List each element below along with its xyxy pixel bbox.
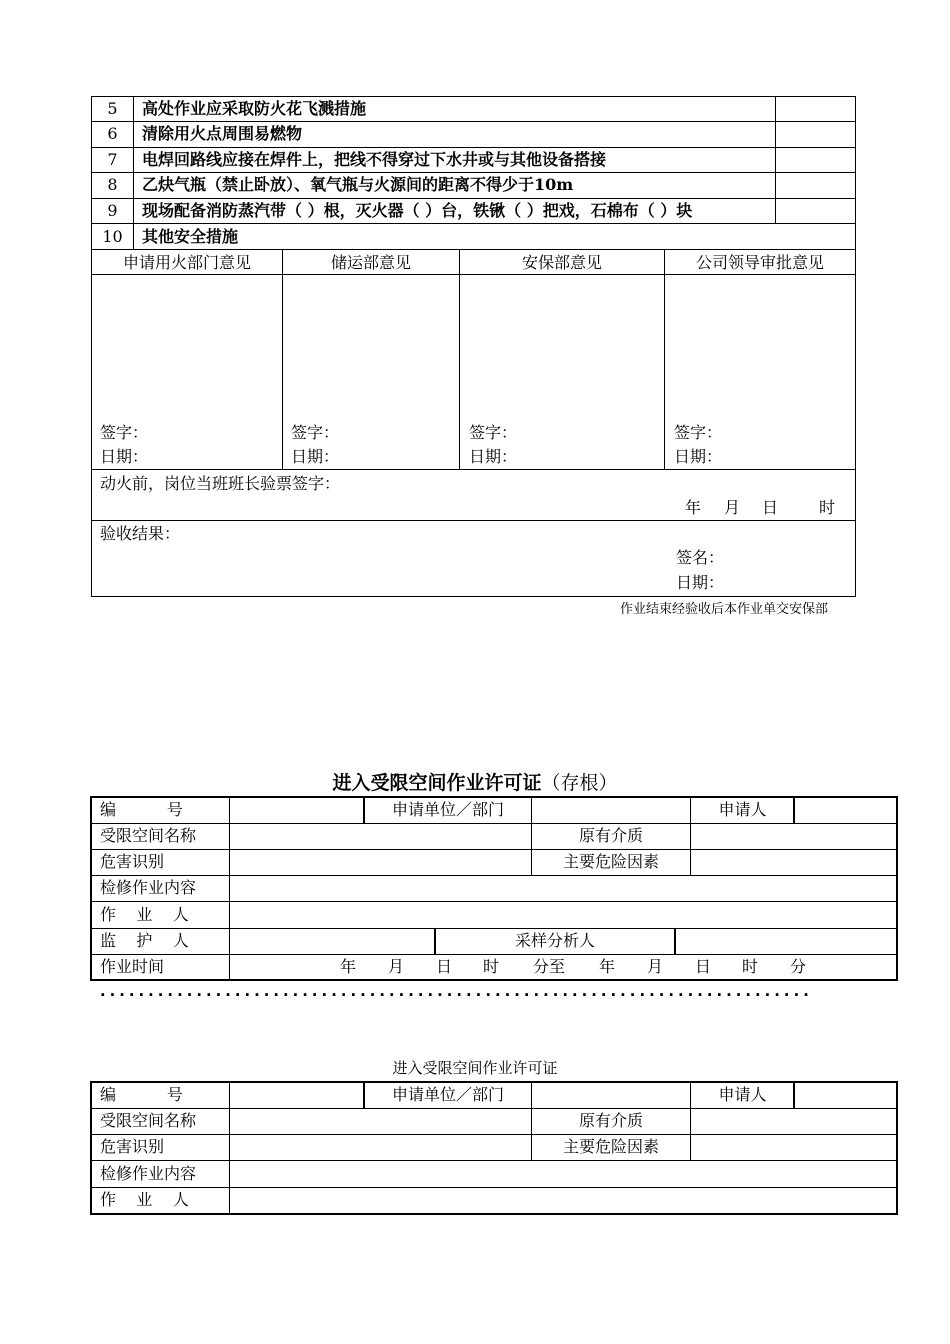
date-label: 日期： xyxy=(674,447,723,466)
row-line xyxy=(90,1108,898,1109)
label-space-name: 受限空间名称 xyxy=(100,826,197,845)
footnote: 作业结束经验收后本作业单交安保部 xyxy=(620,602,829,617)
row-line xyxy=(90,849,898,850)
row-line xyxy=(90,875,898,876)
label-guardian: 监 护 人 xyxy=(100,931,189,950)
row-line xyxy=(91,469,856,470)
row-no: 7 xyxy=(107,150,118,169)
label-work-time: 作业时间 xyxy=(100,957,165,976)
label-applicant: 申请人 xyxy=(718,1085,767,1104)
pre-fire-day: 日 xyxy=(762,498,779,517)
col-line xyxy=(775,96,776,223)
col-line xyxy=(229,1081,230,1215)
row-line xyxy=(91,520,856,521)
row-line xyxy=(90,1081,898,1083)
table-border-right xyxy=(855,96,856,596)
row-line xyxy=(91,223,856,224)
col-line xyxy=(690,796,691,875)
row-line xyxy=(90,1160,898,1161)
date-label: 日期： xyxy=(291,447,340,466)
sign-label: 签字： xyxy=(100,423,149,442)
sign-label: 签字： xyxy=(469,423,518,442)
label-hazard-id: 危害识别 xyxy=(100,1137,165,1156)
row-text: 现场配备消防蒸汽带（ ）根，灭火器（ ）台，铁锹（ ）把戏，石棉布（ ）块 xyxy=(142,201,693,220)
col-line xyxy=(793,796,795,823)
table-border-left xyxy=(90,1081,92,1215)
label-number: 编 号 xyxy=(100,800,183,819)
time-part: 年 xyxy=(340,957,357,976)
row-line xyxy=(90,979,898,981)
row-no: 10 xyxy=(102,227,123,246)
row-line xyxy=(90,823,898,824)
label-applicant-unit: 申请单位／部门 xyxy=(391,1085,504,1104)
table-border-right xyxy=(896,796,898,981)
time-part: 分 xyxy=(790,957,807,976)
table-border-left xyxy=(91,96,92,596)
pre-fire-label: 动火前，岗位当班班长验票签字： xyxy=(100,474,341,493)
time-part: 年 xyxy=(599,957,616,976)
time-part: 分至 xyxy=(533,957,566,976)
label-applicant: 申请人 xyxy=(718,800,767,819)
opinion-header: 申请用火部门意见 xyxy=(122,253,251,272)
row-line xyxy=(91,147,856,148)
date-label: 日期： xyxy=(469,447,518,466)
row-line xyxy=(91,596,856,597)
label-worker: 作 业 人 xyxy=(100,1190,189,1209)
label-work-content: 检修作业内容 xyxy=(100,878,197,897)
row-text: 其他安全措施 xyxy=(142,227,239,246)
row-no: 9 xyxy=(107,201,118,220)
row-line xyxy=(91,249,856,250)
time-part: 日 xyxy=(695,957,712,976)
acceptance-date: 日期： xyxy=(676,573,725,592)
label-hazard-id: 危害识别 xyxy=(100,852,165,871)
row-no: 8 xyxy=(107,175,118,194)
row-line xyxy=(91,274,856,275)
time-part: 月 xyxy=(647,957,664,976)
label-main-risk: 主要危险因素 xyxy=(562,852,659,871)
col-line xyxy=(664,249,665,469)
row-line xyxy=(90,901,898,902)
row-line xyxy=(91,198,856,199)
opinion-header: 公司领导审批意见 xyxy=(695,253,824,272)
label-main-risk: 主要危险因素 xyxy=(562,1137,659,1156)
opinion-header: 储运部意见 xyxy=(330,253,411,272)
row-line xyxy=(90,928,898,929)
table-border-left xyxy=(90,796,92,981)
pre-fire-year: 年 xyxy=(685,498,702,517)
col-line xyxy=(282,249,283,469)
row-line xyxy=(90,796,898,798)
acceptance-label: 验收结果： xyxy=(100,524,181,543)
col-line xyxy=(229,796,230,981)
time-part: 月 xyxy=(388,957,405,976)
label-worker: 作 业 人 xyxy=(100,905,189,924)
row-no: 5 xyxy=(107,99,118,118)
date-label: 日期： xyxy=(100,447,149,466)
time-part: 时 xyxy=(483,957,500,976)
time-part: 时 xyxy=(742,957,759,976)
label-sampler: 采样分析人 xyxy=(514,931,595,950)
row-text: 电焊回路线应接在焊件上，把线不得穿过下水井或与其他设备搭接 xyxy=(142,150,607,169)
col-line xyxy=(690,1081,691,1160)
row-line xyxy=(91,96,856,97)
sign-label: 签字： xyxy=(674,423,723,442)
row-line xyxy=(91,172,856,173)
stub-title xyxy=(0,770,950,796)
label-original-medium: 原有介质 xyxy=(578,826,643,845)
col-line xyxy=(674,928,676,954)
pre-fire-hour: 时 xyxy=(819,498,836,517)
stub-title-suffix: （存根） xyxy=(541,772,618,794)
row-line xyxy=(91,121,856,122)
stub-title-main: 进入受限空间作业许可证 xyxy=(332,772,542,794)
table-border-right xyxy=(896,1081,898,1215)
row-line xyxy=(90,1187,898,1188)
opinion-header: 安保部意见 xyxy=(521,253,602,272)
row-text: 乙炔气瓶（禁止卧放）、氧气瓶与火源间的距离不得少于10m xyxy=(142,175,574,194)
pre-fire-month: 月 xyxy=(724,498,741,517)
permit-title: 进入受限空间作业许可证 xyxy=(392,1059,558,1077)
acceptance-sign: 签名： xyxy=(676,548,725,567)
label-space-name: 受限空间名称 xyxy=(100,1111,197,1130)
label-work-content: 检修作业内容 xyxy=(100,1164,197,1183)
label-original-medium: 原有介质 xyxy=(578,1111,643,1130)
dotted-separator: ·········································································· xyxy=(98,985,811,1004)
row-line xyxy=(90,1134,898,1135)
row-no: 6 xyxy=(107,124,118,143)
col-line xyxy=(459,249,460,469)
time-part: 日 xyxy=(436,957,453,976)
label-number: 编 号 xyxy=(100,1085,183,1104)
col-line xyxy=(133,96,134,249)
row-text: 高处作业应采取防火花飞溅措施 xyxy=(142,99,367,118)
col-line xyxy=(793,1081,795,1108)
row-line xyxy=(90,1213,898,1215)
sign-label: 签字： xyxy=(291,423,340,442)
row-text: 清除用火点周围易燃物 xyxy=(142,124,303,143)
row-line xyxy=(90,954,898,955)
label-applicant-unit: 申请单位／部门 xyxy=(391,800,504,819)
